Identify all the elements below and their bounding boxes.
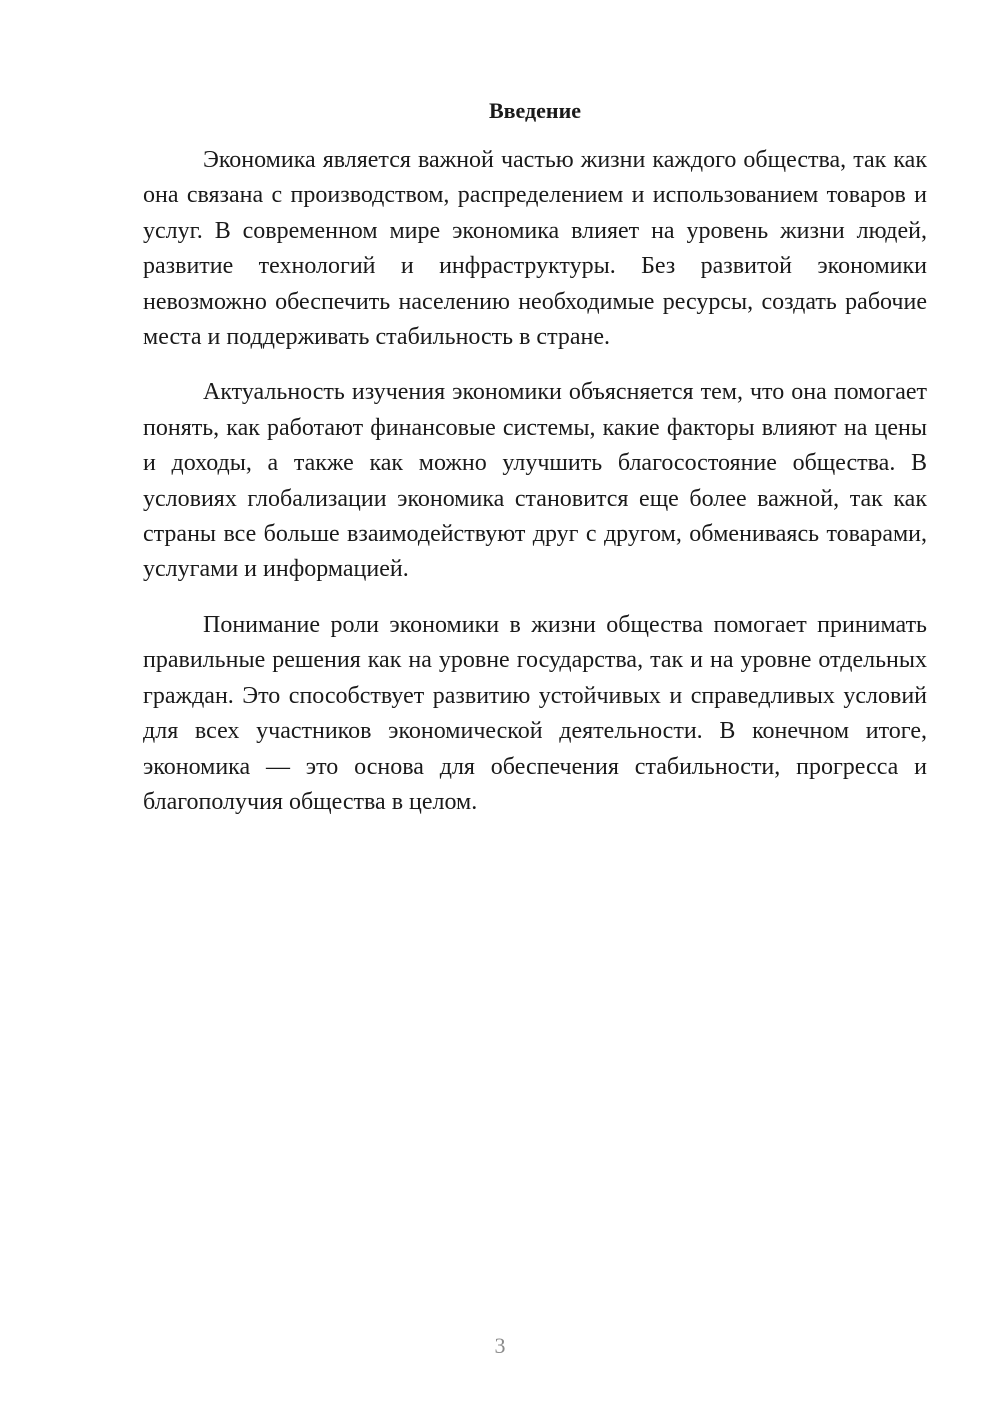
page-number: 3: [494, 1333, 506, 1358]
body-text: [143, 143, 927, 840]
paragraph-3: Понимание роли экономики в жизни общества помогает принимать правильные решения как на уровне государства, так и на уровне отдельных граждан. Это способствует развитию устойчивых и справедливых условий для всех участников экономической деятельности. В конечном итоге, экономика — это основа для обеспечения стабильности, прогресса и благополучия общества в целом.: [143, 611, 927, 815]
paragraph-2: Актуальность изучения экономики объясняется тем, что она помогает понять, как работают финансовые системы, какие факторы влияют на цены и доходы, а также как можно улучшить благосостояние общества. В условиях глобализации экономика становится еще более важной, так как страны все больше взаимодействуют друг с другом, обмениваясь товарами, услугами и информацией.: [143, 379, 927, 583]
paragraph-1: Экономика является важной частью жизни каждого общества, так как она связана с производством, распределением и использованием товаров и услуг. В современном мире экономика влияет на уровень жизни людей, развитие технологий и инфраструктуры. Без развитой экономики невозможно обеспечить населению необходимые ресурсы, создать рабочие места и поддерживать стабильность в стране.: [143, 147, 927, 351]
section-heading: Введение: [488, 98, 582, 123]
